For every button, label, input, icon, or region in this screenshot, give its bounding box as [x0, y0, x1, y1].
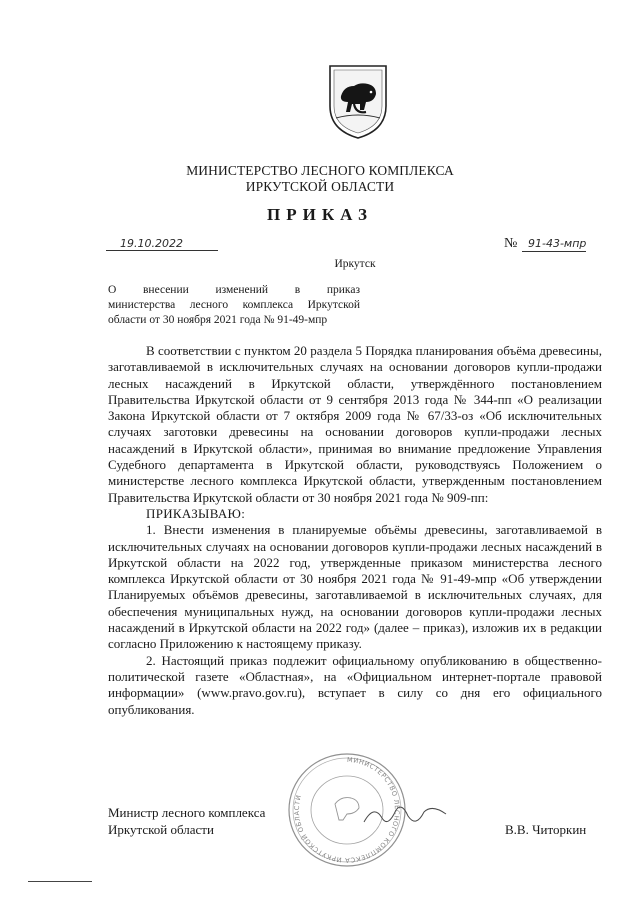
- ministry-name: [0, 163, 640, 195]
- position-line-2: Иркутской области: [108, 822, 214, 837]
- order-word: ПРИКАЗЫВАЮ:: [146, 505, 246, 521]
- ministry-line-2: ИРКУТСКОЙ ОБЛАСТИ: [245, 179, 395, 194]
- ministry-line-1: МИНИСТЕРСТВО ЛЕСНОГО КОМПЛЕКСА: [186, 163, 454, 178]
- order-body: [108, 343, 602, 718]
- signatory-position: [108, 804, 265, 838]
- seal-ring-text: МИНИСТЕРСТВО ЛЕСНОГО КОМПЛЕКСА ИРКУТСКОЙ ОБЛАСТИ: [292, 755, 402, 865]
- item-2-paragraph: 2. Настоящий приказ подлежит официальному опубликованию в общественно-политической газете «Областная», на «Официальном интернет-портале правовой информации» (www.pravo.gov.ru), вступает в силу со дня его официального опубликования.: [108, 652, 602, 717]
- order-date: 19.10.2022: [120, 237, 183, 250]
- coat-of-arms-emblem: [326, 62, 390, 140]
- preamble-paragraph: В соответствии с пунктом 20 раздела 5 Порядка планирования объёма древесины, заготавливаемой в исключительных случаях на основании договоров купли-продажи лесных насаждений в Иркутской области, утверждённого постановлением Правительства Иркутской области от 9 сентября 2013 года № 344-пп «О реализации Закона Иркутской области от 7 октября 2009 года № 67/33-оз «Об исключительных случаях заготовки древесины на основании договоров купли-продажи лесных насаждений в Иркутской области», принимая во внимание предложение Управления Судебного департамента в Иркутской области, руководствуясь Положением о министерстве лесного комплекса Иркутской области, утвержденным постановлением Правительства Иркутской области от 30 ноября 2021 года № 909-пп:: [108, 343, 602, 505]
- subject-rest: министерства лесного комплекса Иркутской области от 30 ноября 2021 года № 91-49-мпр: [108, 299, 360, 326]
- city-name: Иркутск: [334, 258, 376, 270]
- order-subject: [108, 283, 360, 328]
- handwritten-signature: [360, 800, 450, 830]
- subject-word: изменений: [215, 284, 269, 296]
- subject-word: в: [294, 284, 301, 296]
- position-line-1: Министр лесного комплекса: [108, 805, 266, 820]
- item-1-paragraph: 1. Внести изменения в планируемые объёмы древесины, заготавливаемой в исключительных случаях на основании договоров купли-продажи лесных насаждений в Иркутской области на 2022 год, утвержденные приказом министерства лесного комплекса Иркутской области от 30 ноября 2021 года № 91-49-мпр «Об утверждении Планируемых объёмов древесины, заготавливаемой в исключительных случаях, для обеспечения муниципальных нужд, на основании договоров купли-продажи лесных насаждений в Иркутской области на 2022 год» (далее – приказ), изложив их в редакции согласно Приложению к настоящему приказу.: [108, 522, 602, 652]
- number-label: №: [504, 236, 518, 251]
- subject-word: приказ: [326, 284, 360, 296]
- subject-word: О: [108, 284, 117, 296]
- order-number: 91-43-мпр: [528, 237, 587, 250]
- footer-rule: [28, 881, 92, 882]
- subject-word: внесении: [142, 284, 189, 296]
- subject-first-line: [108, 283, 360, 298]
- document-type-title: ПРИКАЗ: [267, 205, 373, 224]
- signatory-name: В.В. Читоркин: [505, 822, 587, 837]
